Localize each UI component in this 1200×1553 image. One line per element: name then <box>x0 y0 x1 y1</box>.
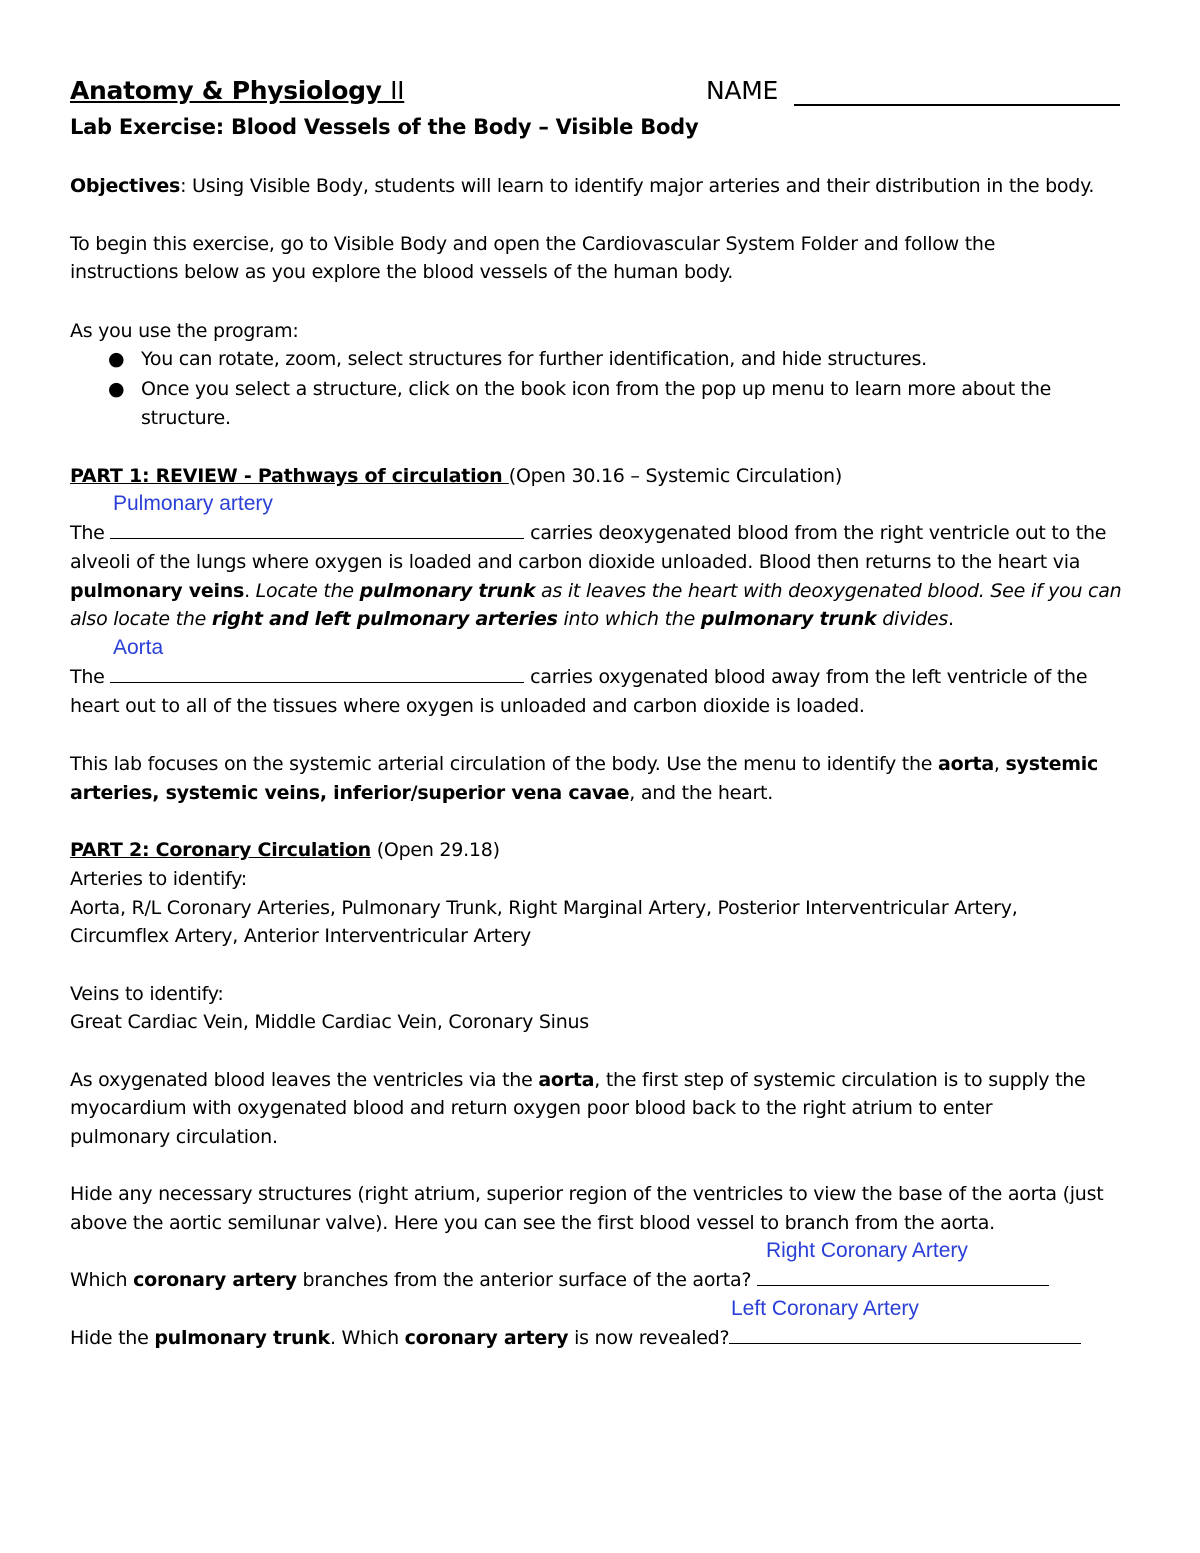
answer-pulmonary-artery: Pulmonary artery <box>113 492 273 515</box>
text-plain: , and the heart. <box>629 782 774 804</box>
text-rest: carries deoxygenated blood from the right ventricle out to the <box>524 522 1107 544</box>
text-the: The <box>70 666 111 688</box>
lab-subtitle: Lab Exercise: Blood Vessels of the Body – Visible Body <box>70 115 699 139</box>
objectives-label: Objectives <box>70 175 181 197</box>
bullet-item-2-cont: structure. <box>141 407 231 429</box>
bullet-icon: ● <box>108 348 125 370</box>
part1-paragraph1-line3 <box>70 578 1121 604</box>
fill-blank-3[interactable] <box>757 1267 1049 1286</box>
intro-line-2: instructions below as you explore the blood vessels of the human body. <box>70 261 734 283</box>
question-2 <box>70 1325 1081 1351</box>
fill-blank-4[interactable] <box>729 1325 1081 1344</box>
text-italic: into which the <box>557 608 701 630</box>
oxy-line-1 <box>70 1067 1086 1093</box>
term-pulmonary-veins: pulmonary veins <box>70 580 245 602</box>
answer-right-coronary-artery: Right Coronary Artery <box>766 1239 968 1262</box>
part2-heading-tail: (Open 29.18) <box>370 839 500 861</box>
term-pulmonary-trunk: pulmonary trunk <box>700 608 877 630</box>
title-numeral: II <box>390 76 405 105</box>
part1-heading <box>70 463 842 489</box>
arteries-line-2: Circumflex Artery, Anterior Interventricular Artery <box>70 925 531 947</box>
intro-line-1: To begin this exercise, go to Visible Body and open the Cardiovascular System Folder and follow the <box>70 233 996 255</box>
text-plain: , the first step of systemic circulation is to supply the <box>594 1069 1086 1091</box>
text-the: The <box>70 522 111 544</box>
term-aorta: aorta <box>538 1069 595 1091</box>
page-title <box>70 76 404 105</box>
focus-line-2 <box>70 780 773 806</box>
part1-paragraph1-line4 <box>70 606 954 632</box>
text-plain: Which <box>70 1269 134 1291</box>
text-period: . <box>948 608 954 630</box>
text-sep: . <box>244 580 256 602</box>
veins-label: Veins to identify: <box>70 983 224 1005</box>
bullet-item-1: You can rotate, zoom, select structures for further identification, and hide structures. <box>141 348 927 370</box>
text-plain: . Which <box>329 1327 405 1349</box>
oxy-line-2: myocardium with oxygenated blood and return oxygen poor blood back to the right atrium to enter <box>70 1097 993 1119</box>
hide-line-1: Hide any necessary structures (right atrium, superior region of the ventricles to view the base of the aorta (just <box>70 1183 1104 1205</box>
part1-paragraph1-line2: alveoli of the lungs where oxygen is loaded and carbon dioxide unloaded. Blood then returns to the heart via <box>70 551 1081 573</box>
text-plain: branches from the anterior surface of the aorta? <box>296 1269 757 1291</box>
objectives-text: : Using Visible Body, students will learn to identify major arteries and their distribution in the body. <box>180 175 1095 197</box>
bullet-icon: ● <box>108 378 125 400</box>
text-italic: also locate the <box>70 608 212 630</box>
text-plain: As oxygenated blood leaves the ventricles via the <box>70 1069 539 1091</box>
part2-heading-bold: PART 2: Coronary Circulation <box>70 839 371 861</box>
focus-line-1 <box>70 751 1098 777</box>
part2-heading <box>70 837 500 863</box>
answer-aorta: Aorta <box>113 636 164 659</box>
fill-blank-2[interactable] <box>110 664 524 683</box>
bullet-item-2: Once you select a structure, click on the book icon from the pop up menu to learn more about the <box>141 378 1052 400</box>
term-pulmonary-trunk: pulmonary trunk <box>154 1327 330 1349</box>
term-systemic: systemic <box>1005 753 1099 775</box>
part1-paragraph2-line1 <box>70 664 1087 690</box>
title-main: Anatomy & Physiology <box>70 76 391 105</box>
text-italic: Locate the <box>255 580 360 602</box>
part1-paragraph1-line1 <box>70 520 1106 546</box>
term-coronary-artery: coronary artery <box>133 1269 297 1291</box>
answer-left-coronary-artery: Left Coronary Artery <box>731 1297 919 1320</box>
text-italic: as it leaves the heart with deoxygenated blood. See if you can <box>535 580 1122 602</box>
text-plain: is now revealed? <box>568 1327 730 1349</box>
part1-paragraph2-line2: heart out to all of the tissues where oxygen is unloaded and carbon dioxide is loaded. <box>70 695 865 717</box>
term-aorta: aorta <box>938 753 994 775</box>
veins-line: Great Cardiac Vein, Middle Cardiac Vein, Coronary Sinus <box>70 1011 589 1033</box>
term-pulmonary-trunk: pulmonary trunk <box>359 580 536 602</box>
term-pulmonary-arteries: right and left pulmonary arteries <box>211 608 558 630</box>
text-rest: carries oxygenated blood away from the left ventricle of the <box>524 666 1088 688</box>
objectives <box>70 173 1094 199</box>
name-label: NAME <box>706 76 778 105</box>
part1-heading-bold: PART 1: REVIEW - Pathways of circulation <box>70 465 509 487</box>
text-comma: , <box>993 753 1006 775</box>
arteries-line-1: Aorta, R/L Coronary Arteries, Pulmonary Trunk, Right Marginal Artery, Posterior Interventricular Artery, <box>70 897 1018 919</box>
program-heading: As you use the program: <box>70 320 299 342</box>
term-list: arteries, systemic veins, inferior/superior vena cavae <box>70 782 630 804</box>
term-coronary-artery: coronary artery <box>404 1327 569 1349</box>
oxy-line-3: pulmonary circulation. <box>70 1126 278 1148</box>
hide-line-2: above the aortic semilunar valve). Here you can see the first blood vessel to branch from the aorta. <box>70 1212 995 1234</box>
part1-heading-tail: (Open 30.16 – Systemic Circulation) <box>508 465 842 487</box>
text-italic: divides <box>876 608 948 630</box>
name-blank[interactable] <box>794 104 1120 106</box>
text-plain: Hide the <box>70 1327 155 1349</box>
arteries-label: Arteries to identify: <box>70 868 247 890</box>
text-plain: This lab focuses on the systemic arterial circulation of the body. Use the menu to identify the <box>70 753 938 775</box>
question-1 <box>70 1267 1049 1293</box>
fill-blank-1[interactable] <box>110 520 524 539</box>
